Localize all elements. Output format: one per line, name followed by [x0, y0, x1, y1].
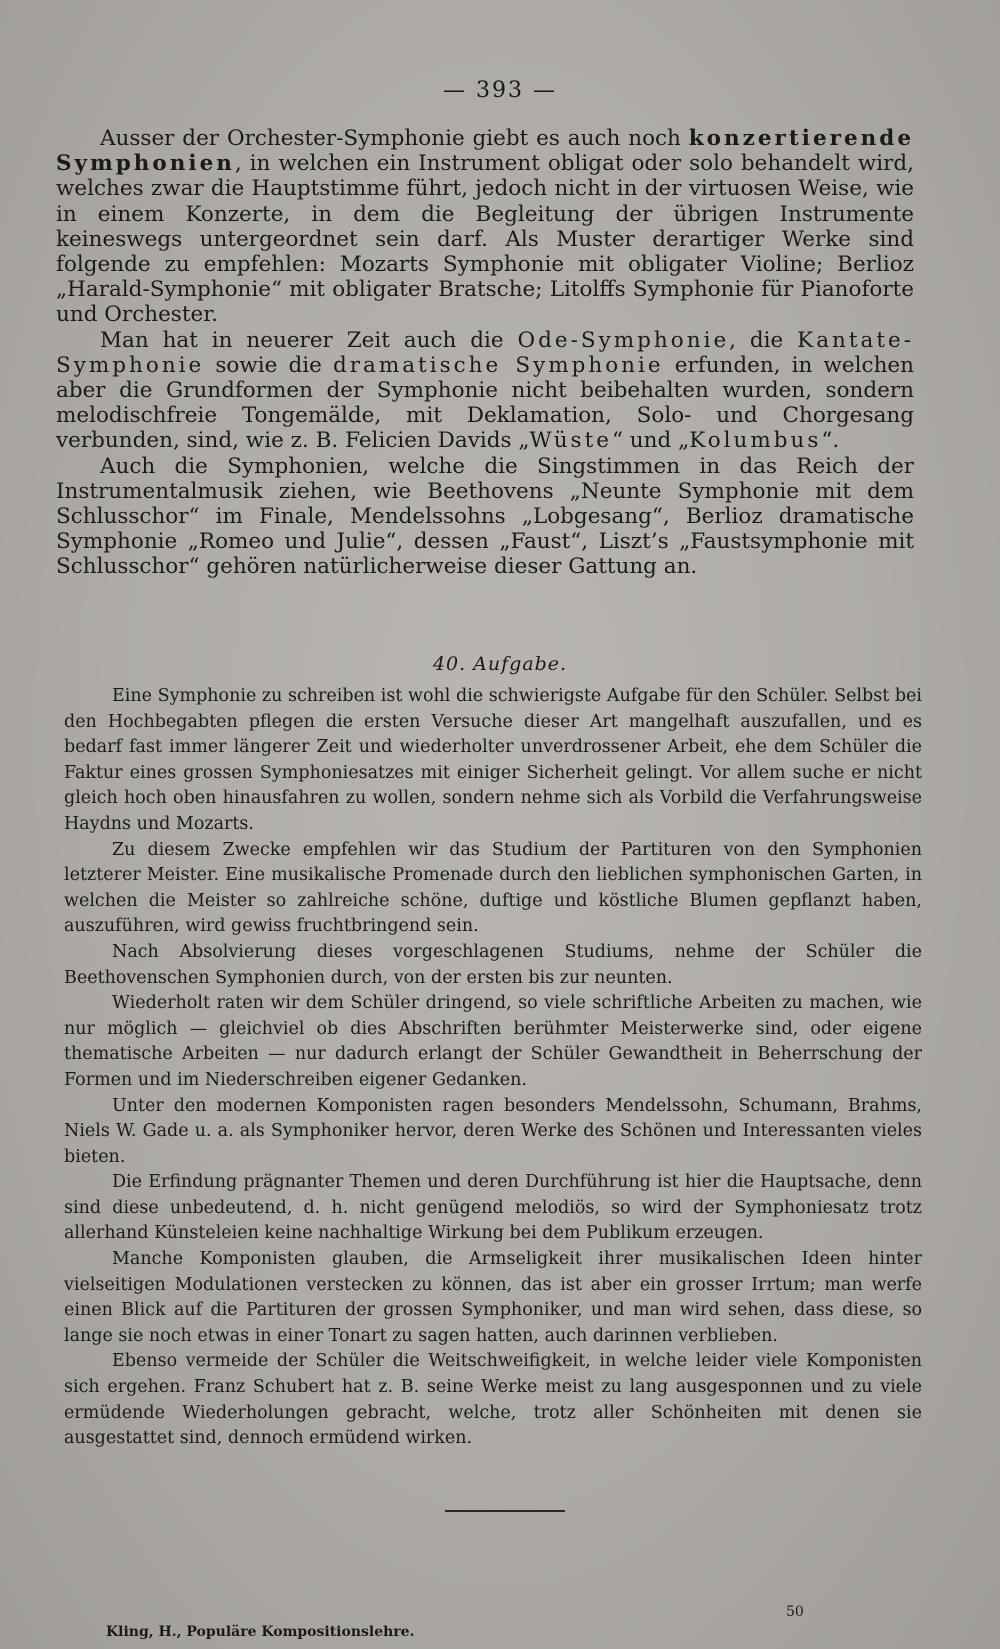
- text-run: “ und „: [611, 428, 690, 454]
- main-paragraph: [56, 126, 914, 328]
- text-run: Auch die Symphonien, welche die Singstimmen in das Reich der Instrumentalmusik ziehen, wie Beethovens „Neunte Symphonie mit dem Schlusschor“ im Finale, Mendelssohns „Lobgesang“, Berlioz dramatische Symphonie „Romeo und Julie“, dessen „Faust“, Liszt’s „Faustsymphonie mit Schlusschor“ gehören natürlicherweise dieser Gattung an.: [56, 453, 914, 580]
- text-run: “.: [821, 428, 840, 454]
- spaced-term: Kantate-Symphonie: [56, 327, 914, 378]
- main-paragraph: [56, 454, 914, 580]
- exercise-paragraph: Die Erfindung prägnanter Themen und deren Durchführung ist hier die Hauptsache, denn sind diese unbedeutend, d. h. nicht genügend melodiös, so wird der Symphoniesatz trotz allerhand Künsteleien keine nachhaltige Wirkung bei dem Publikum erzeugen.: [64, 1172, 922, 1244]
- spaced-term: Kolumbus: [689, 428, 822, 454]
- signature-mark: 50: [786, 1604, 804, 1620]
- spaced-term: dramatische Symphonie: [332, 352, 664, 378]
- text-run: , die: [729, 327, 798, 353]
- footer-citation: Kling, H., Populäre Kompositionslehre.: [106, 1624, 415, 1640]
- text-run: Man hat in neuerer Zeit auch die: [100, 327, 518, 353]
- spaced-term: Wüste: [529, 428, 612, 454]
- spaced-term: konzertierende Symphonien: [56, 126, 914, 177]
- exercise-paragraph: Zu diesem Zwecke empfehlen wir das Studium der Partituren von den Symphonien letzterer Meister. Eine musikalische Promenade durch den lieblichen symphonischen Garten, in welchen die Meister so zahlreiche schöne, duftige und köstliche Blumen gepflanzt haben, auszuführen, wird gewiss fruchtbringend sein.: [64, 839, 922, 937]
- text-run: sowie die: [204, 352, 333, 378]
- text-run: , in welchen ein Instrument obligat oder solo behandelt wird, welches zwar die Hauptstimme führt, jedoch nicht in der virtuosen Weise, wie in einem Konzerte, in dem die Begleitung der übrigen Instrumente keineswegs untergeordnet sein darf. Als Muster derartiger Werke sind folgende zu empfehlen: Mozarts Symphonie mit obligater Violine; Berlioz „Harald-Symphonie“ mit obligater Bratsche; Litolffs Symphonie für Pianoforte und Orchester.: [56, 151, 914, 328]
- exercise-paragraph: Eine Symphonie zu schreiben ist wohl die schwierigste Aufgabe für den Schüler. Selbst bei den Hochbegabten pflegen die ersten Versuche dieser Art mangelhaft auszufallen, und es bedarf fast immer längerer Zeit und wiederholter unverdrossener Arbeit, ehe dem Schüler die Faktur eines grossen Symphoniesatzes mit einiger Sicherheit gelingt. Vor allem suche er nicht gleich hoch oben hinausfahren zu wollen, sondern nehme sich als Vorbild die Verfahrungsweise Haydns und Mozarts.: [64, 686, 922, 834]
- text-run: erfunden, in welchen aber die Grundformen der Symphonie nicht beibehalten wurden, sondern melodischfreie Tongemälde, mit Deklamation, Solo- und Chorgesang verbunden, sind, wie z. B. Felicien Davids „: [56, 352, 914, 454]
- exercise-paragraph: Ebenso vermeide der Schüler die Weitschweifigkeit, in welche leider viele Komponisten sich ergehen. Franz Schubert hat z. B. seine Werke meist zu lang ausgesponnen und zu viele ermüdende Wiederholungen gebracht, welche, trotz aller Schönheiten mit denen sie ausgestattet sind, dennoch ermüdend wirken.: [64, 1351, 922, 1449]
- section-heading: 40. Aufgabe.: [432, 653, 568, 675]
- exercise-paragraph: Nach Absolvierung dieses vorgeschlagenen Studiums, nehme der Schüler die Beethovenschen Symphonien durch, von der ersten bis zur neunten.: [64, 941, 922, 988]
- text-run: Ausser der Orchester-Symphonie giebt es auch noch: [100, 126, 689, 151]
- main-text-body: [56, 126, 914, 580]
- end-rule: [445, 1510, 565, 1512]
- exercise-paragraph: Manche Komponisten glauben, die Armseligkeit ihrer musikalischen Ideen hinter vielseitigen Modulationen verstecken zu können, das ist aber ein grosser Irrtum; man werfe einen Blick auf die Partituren der grossen Symphoniker, und man wird sehen, dass diese, so lange sie noch etwas in einer Tonart zu sagen hatten, auch darinnen verblieben.: [64, 1249, 922, 1346]
- page-number: — 393 —: [443, 78, 557, 103]
- spaced-term: Ode-Symphonie: [517, 327, 730, 353]
- exercise-paragraph: Wiederholt raten wir dem Schüler dringend, so viele schriftliche Arbeiten zu machen, wie nur möglich — gleichviel ob dies Abschriften berühmter Meisterwerke sind, oder eigene thematische Arbeiten — nur dadurch erlangt der Schüler Gewandtheit in Beherrschung der Formen und im Niederschreiben eigener Gedanken.: [64, 993, 922, 1090]
- main-paragraph: [56, 328, 914, 454]
- exercise-paragraph: Unter den modernen Komponisten ragen besonders Mendelssohn, Schumann, Brahms, Niels W. Gade u. a. als Symphoniker hervor, deren Werke des Schönen und Interessanten vieles bieten.: [64, 1095, 922, 1167]
- exercise-text-body: [64, 684, 922, 1452]
